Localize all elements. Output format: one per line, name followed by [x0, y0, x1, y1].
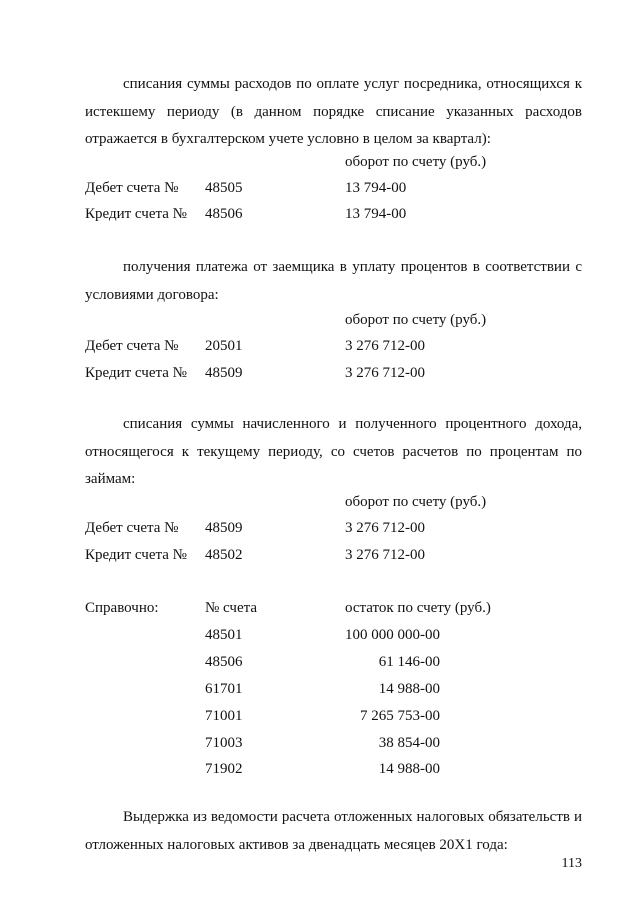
turnover-header: оборот по счету (руб.) — [345, 494, 487, 510]
credit-label: Кредит счета № — [85, 547, 187, 563]
reference-account: 48501 — [205, 627, 243, 643]
reference-account: 71003 — [205, 735, 243, 751]
reference-account: 71001 — [205, 708, 243, 724]
debit-label: Дебет счета № — [85, 520, 179, 536]
debit-label: Дебет счета № — [85, 338, 179, 354]
turnover-header: оборот по счету (руб.) — [345, 154, 487, 170]
reference-account: 48506 — [205, 654, 243, 670]
credit-label: Кредит счета № — [85, 365, 187, 381]
paragraph-borrower-payment: получения платежа от заемщика в уплату процентов в соответствии с условиями договора: — [85, 259, 582, 303]
credit-amount: 3 276 712-00 — [345, 365, 425, 381]
reference-balance: 7 265 753-00 — [360, 708, 440, 724]
reference-label: Справочно: — [85, 600, 159, 616]
reference-account: 61701 — [205, 681, 243, 697]
reference-balance: 14 988-00 — [378, 761, 440, 777]
credit-amount: 3 276 712-00 — [345, 547, 425, 563]
debit-account: 48505 — [205, 180, 243, 196]
credit-account: 48502 — [205, 547, 243, 563]
debit-amount: 3 276 712-00 — [345, 338, 425, 354]
credit-amount: 13 794-00 — [345, 206, 407, 222]
turnover-header: оборот по счету (руб.) — [345, 312, 487, 328]
balance-header: остаток по счету (руб.) — [345, 600, 491, 616]
reference-account: 71902 — [205, 761, 243, 777]
paragraph-intermediary-expenses: списания суммы расходов по оплате услуг посредника, относящихся к истекшему периоду (в данном порядке списание указанных расходов отражается в бухгалтерском учете условно в целом за квартал): — [85, 76, 582, 147]
debit-amount: 3 276 712-00 — [345, 520, 425, 536]
reference-balance: 38 854-00 — [378, 735, 440, 751]
debit-label: Дебет счета № — [85, 180, 179, 196]
debit-amount: 13 794-00 — [345, 180, 407, 196]
paragraph-interest-income: списания суммы начисленного и полученного процентного дохода, относящегося к текущему периоду, со счетов расчетов по процентам по займам: — [85, 416, 582, 487]
account-number-header: № счета — [205, 600, 258, 616]
debit-account: 20501 — [205, 338, 243, 354]
reference-balance: 14 988-00 — [378, 681, 440, 697]
reference-balance: 100 000 000-00 — [345, 627, 440, 643]
page-number: 113 — [561, 856, 582, 871]
credit-account: 48506 — [205, 206, 243, 222]
debit-account: 48509 — [205, 520, 243, 536]
paragraph-statement-excerpt: Выдержка из ведомости расчета отложенных налоговых обязательств и отложенных налоговых активов за двенадцать месяцев 20Х1 года: — [85, 809, 582, 853]
credit-label: Кредит счета № — [85, 206, 187, 222]
credit-account: 48509 — [205, 365, 243, 381]
reference-balance: 61 146-00 — [378, 654, 440, 670]
